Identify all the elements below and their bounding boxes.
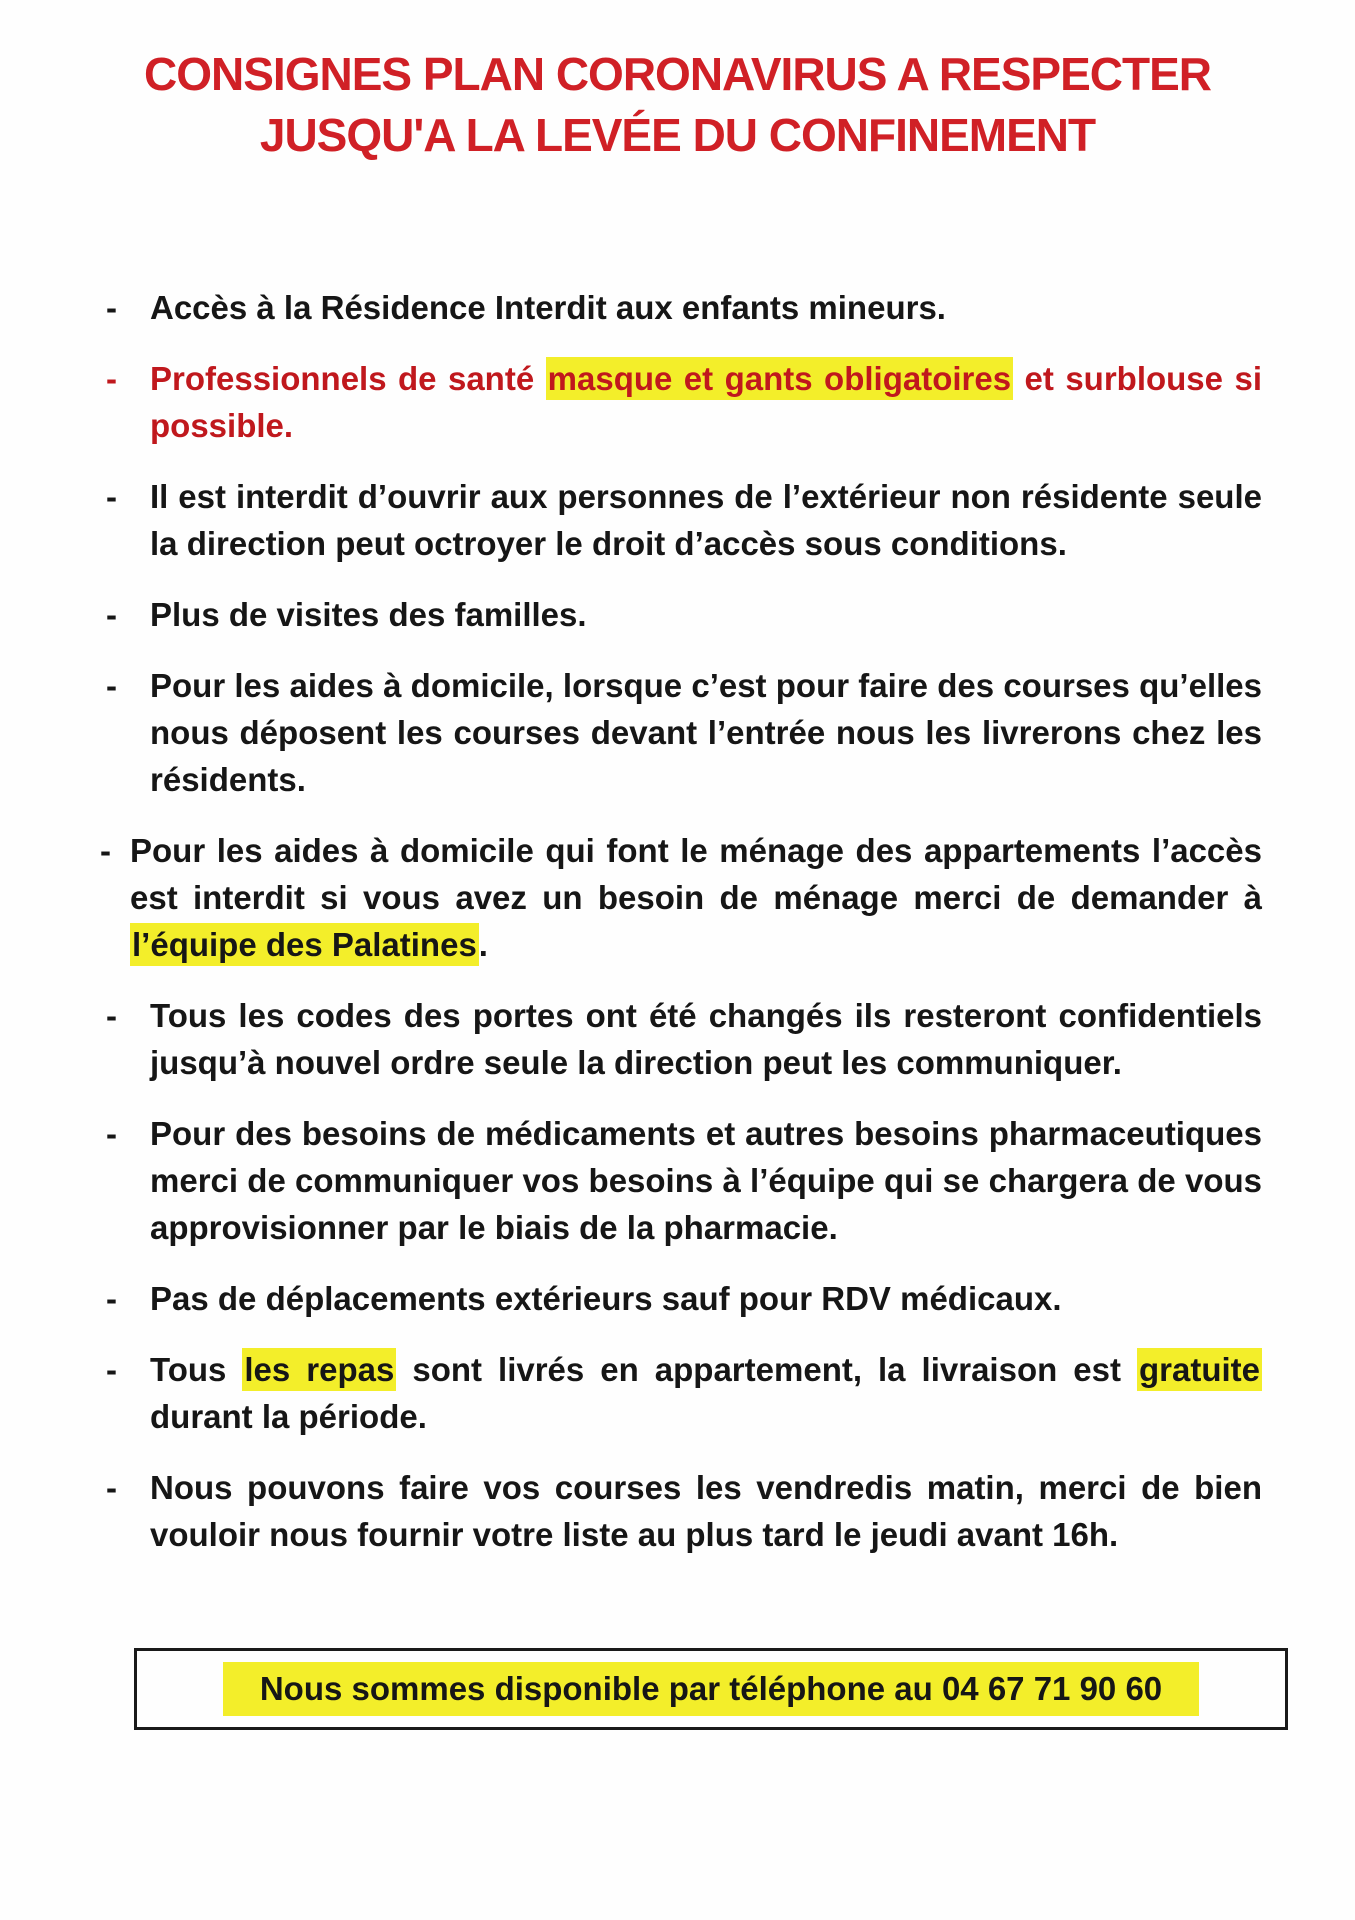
phone-contact-text: Nous sommes disponible par téléphone au 04 67 71 90 60 — [223, 1662, 1199, 1716]
phone-contact-box — [134, 1648, 1288, 1730]
bullet-text: Pour les aides à domicile, lorsque c’est pour faire des courses qu’elles nous déposent les courses devant l’entrée nous les livrerons chez les résidents. — [150, 667, 1262, 798]
bullet-text: Tous — [150, 1351, 243, 1388]
highlighted-text: gratuite — [1137, 1348, 1262, 1391]
bullet-text: sont livrés en appartement, la livraison est — [396, 1351, 1137, 1388]
bullet-item-professionnels-sante — [106, 355, 1262, 449]
bullet-text: Pour les aides à domicile qui font le ménage des appartements l’accès est interdit si vous avez un besoin de ménage merci de demander à — [130, 832, 1262, 916]
bullet-dash: - — [106, 1280, 117, 1317]
bullet-item-aides-domicile-courses — [106, 662, 1262, 803]
bullet-dash: - — [106, 596, 117, 633]
bullet-item-interdit-ouvrir — [106, 473, 1262, 567]
highlighted-text: l’équipe des Palatines — [130, 923, 479, 966]
bullet-item-medicaments — [106, 1110, 1262, 1251]
bullet-dash: - — [106, 360, 117, 397]
bullet-dash: - — [106, 1351, 117, 1388]
bullet-text: durant la période. — [150, 1398, 427, 1435]
bullet-item-plus-de-visites — [106, 591, 1262, 638]
bullet-text: Pour des besoins de médicaments et autres besoins pharmaceutiques merci de communiquer vos besoins à l’équipe qui se chargera de vous approvisionner par le biais de la pharmacie. — [150, 1115, 1262, 1246]
page-title — [60, 44, 1295, 166]
bullet-text: Professionnels de santé — [150, 360, 546, 397]
highlighted-text: masque et gants obligatoires — [546, 357, 1013, 400]
bullet-item-acces-residence — [106, 284, 1262, 331]
bullet-text: Nous pouvons faire vos courses les vendredis matin, merci de bien vouloir nous fournir votre liste au plus tard le jeudi avant 16h. — [150, 1469, 1262, 1553]
bullet-text: et surblouse si possible. — [150, 360, 1262, 444]
page-title-line1: CONSIGNES PLAN CORONAVIRUS A RESPECTER — [144, 48, 1211, 100]
bullet-text: Plus de visites des familles. — [150, 596, 587, 633]
bullet-dash: - — [106, 289, 117, 326]
bullet-item-repas-livres — [106, 1346, 1262, 1440]
bullet-text: Accès à la Résidence Interdit aux enfants mineurs. — [150, 289, 946, 326]
bullet-item-aides-domicile-menage — [100, 827, 1262, 968]
bullet-dash: - — [106, 1469, 117, 1506]
bullet-dash: - — [100, 832, 111, 869]
page-title-line2: JUSQU'A LA LEVÉE DU CONFINEMENT — [259, 109, 1096, 161]
bullet-text: Il est interdit d’ouvrir aux personnes de l’extérieur non résidente seule la direction peut octroyer le droit d’accès sous conditions. — [150, 478, 1262, 562]
bullet-text: Pas de déplacements extérieurs sauf pour RDV médicaux. — [150, 1280, 1062, 1317]
bullet-list — [100, 284, 1262, 1558]
bullet-item-deplacements — [106, 1275, 1262, 1322]
bullet-dash: - — [106, 1115, 117, 1152]
highlighted-text: les repas — [242, 1348, 396, 1391]
bullet-dash: - — [106, 478, 117, 515]
bullet-dash: - — [106, 667, 117, 704]
bullet-dash: - — [106, 997, 117, 1034]
bullet-text: Tous les codes des portes ont été changés ils resteront confidentiels jusqu’à nouvel ordre seule la direction peut les communiquer. — [150, 997, 1262, 1081]
bullet-item-codes-portes — [106, 992, 1262, 1086]
bullet-text: . — [478, 926, 488, 963]
bullet-item-courses-vendredis — [106, 1464, 1262, 1558]
